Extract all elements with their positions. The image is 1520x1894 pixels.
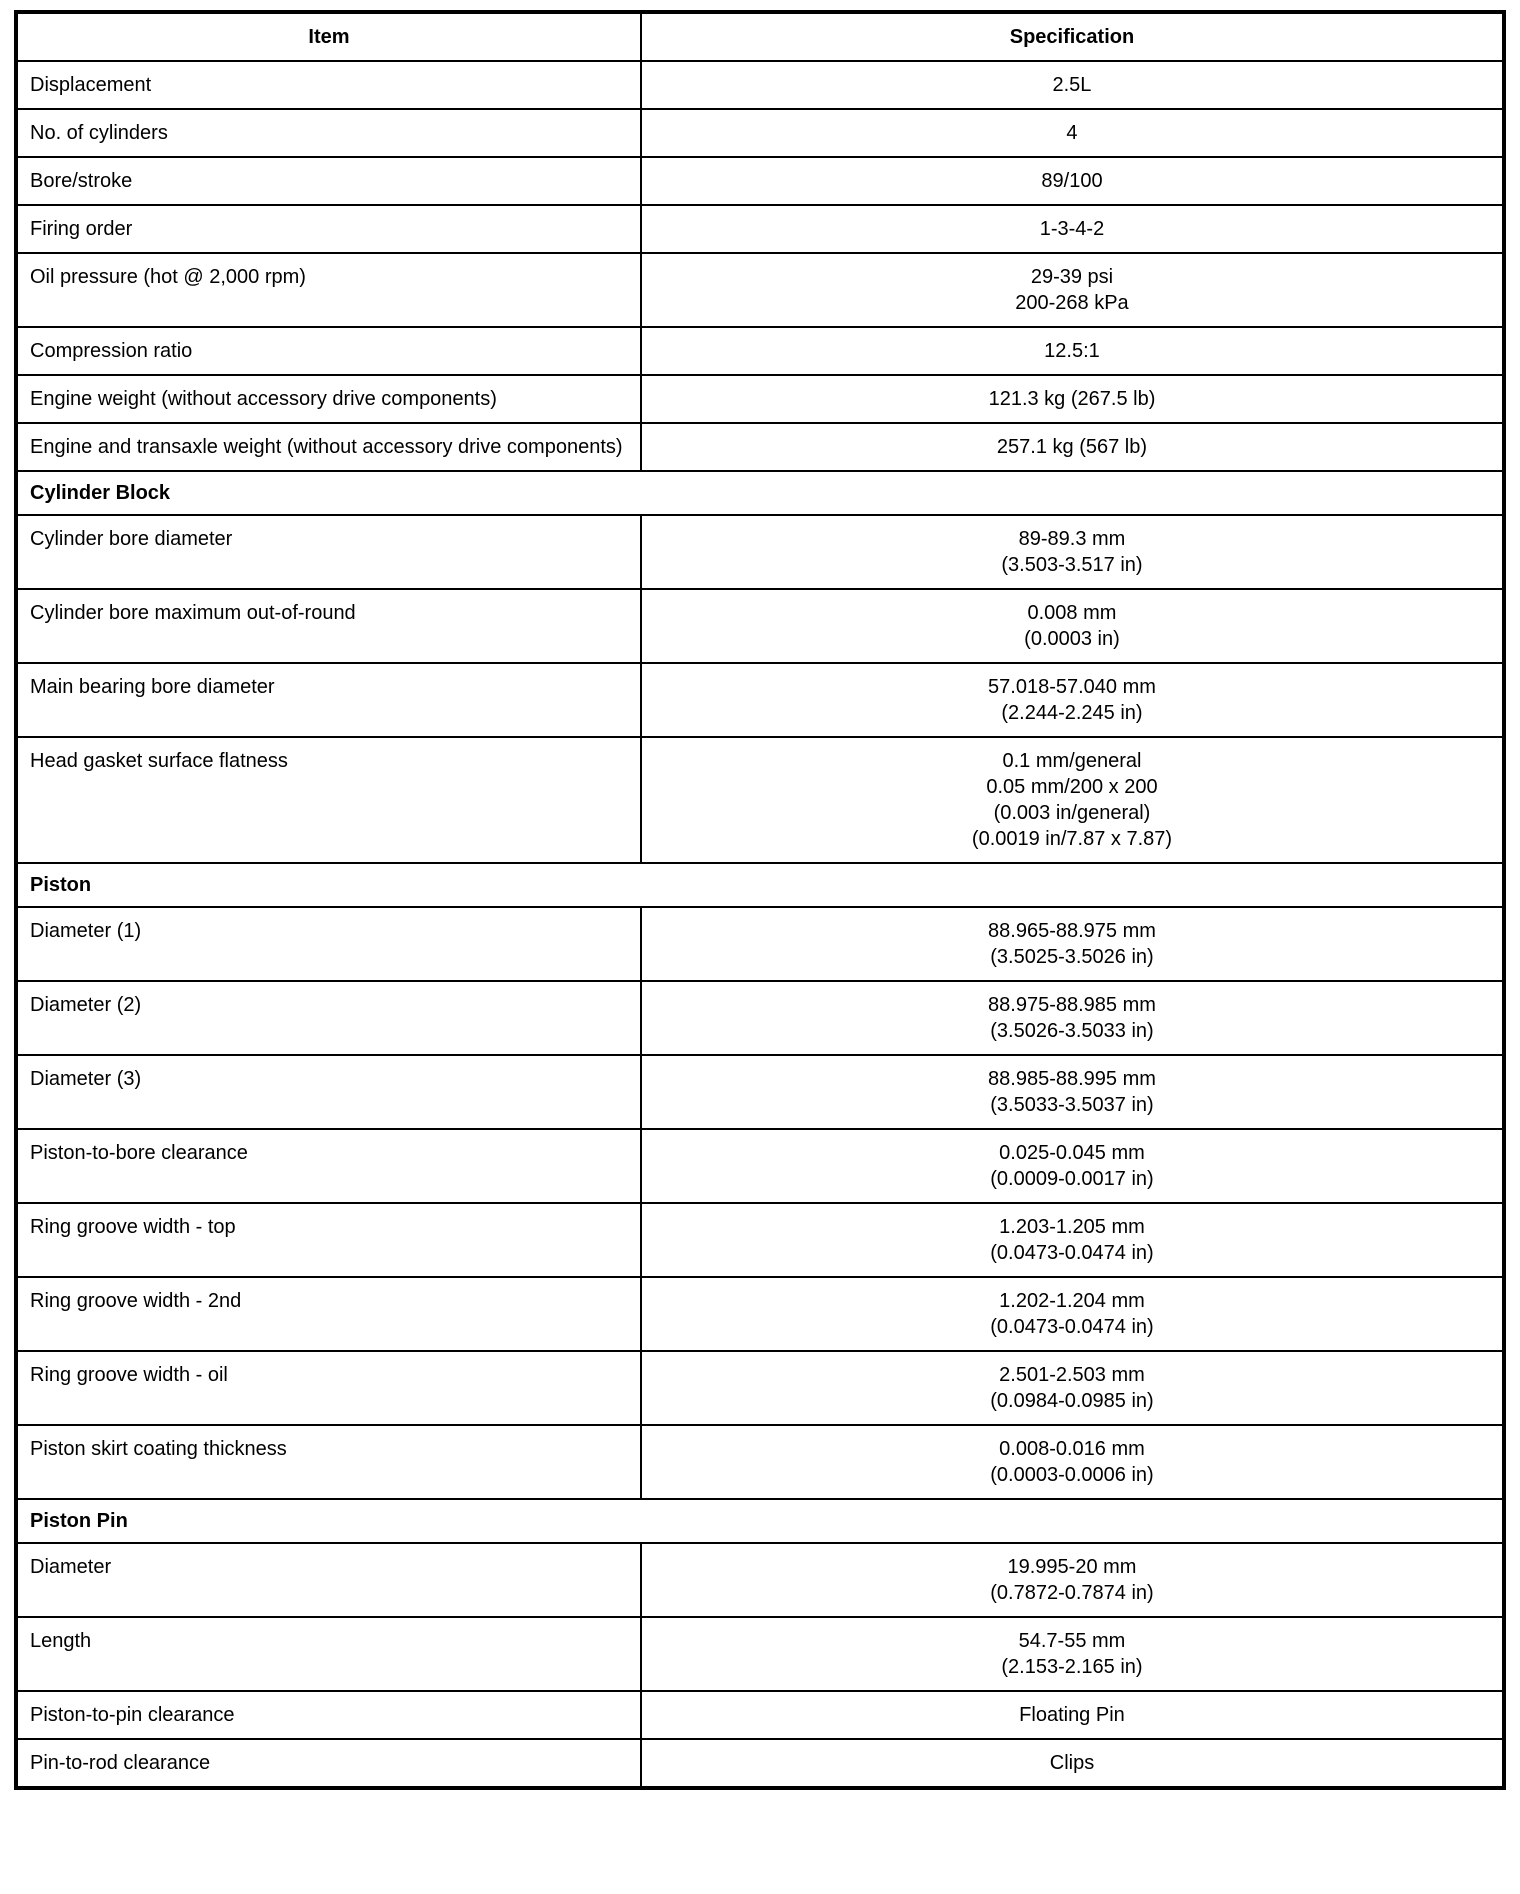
spec-line: 1.203-1.205 mm [999, 1216, 1145, 1238]
table-row [16, 1691, 1504, 1739]
table-row [16, 1055, 1504, 1129]
table-row [16, 663, 1504, 737]
spec-line: 0.008-0.016 mm [999, 1438, 1145, 1460]
table-body [16, 61, 1504, 1788]
item-cell: Head gasket surface flatness [16, 737, 641, 863]
section-row [16, 471, 1504, 515]
spec-line: (2.153-2.165 in) [1001, 1656, 1143, 1678]
table-row [16, 327, 1504, 375]
spec-cell [641, 423, 1504, 471]
table-row [16, 1203, 1504, 1277]
spec-line: 2.5L [1052, 74, 1092, 96]
table-row [16, 1351, 1504, 1425]
spec-cell [641, 205, 1504, 253]
spec-line: 88.965-88.975 mm [988, 920, 1156, 942]
spec-cell [641, 515, 1504, 589]
item-cell: Engine weight (without accessory drive components) [16, 375, 641, 423]
item-cell: Ring groove width - 2nd [16, 1277, 641, 1351]
item-cell: Diameter [16, 1543, 641, 1617]
item-cell: Diameter (2) [16, 981, 641, 1055]
item-cell: Piston-to-bore clearance [16, 1129, 641, 1203]
table-row [16, 1543, 1504, 1617]
table-row [16, 157, 1504, 205]
table-row [16, 981, 1504, 1055]
section-header: Piston [16, 863, 1504, 907]
spec-line: Floating Pin [1019, 1704, 1125, 1726]
item-cell: Main bearing bore diameter [16, 663, 641, 737]
spec-cell [641, 981, 1504, 1055]
spec-line: 257.1 kg (567 lb) [996, 436, 1148, 458]
spec-line: (0.7872-0.7874 in) [990, 1582, 1154, 1604]
item-cell: Piston skirt coating thickness [16, 1425, 641, 1499]
section-header: Cylinder Block [16, 471, 1504, 515]
item-cell: Ring groove width - oil [16, 1351, 641, 1425]
table-row [16, 109, 1504, 157]
spec-cell [641, 1691, 1504, 1739]
table-row [16, 1617, 1504, 1691]
item-cell: Cylinder bore diameter [16, 515, 641, 589]
spec-line: 121.3 kg (267.5 lb) [988, 388, 1156, 410]
table-row [16, 61, 1504, 109]
spec-cell [641, 1129, 1504, 1203]
spec-cell [641, 1203, 1504, 1277]
spec-cell [641, 1425, 1504, 1499]
spec-cell [641, 907, 1504, 981]
item-cell: Oil pressure (hot @ 2,000 rpm) [16, 253, 641, 327]
spec-cell [641, 737, 1504, 863]
spec-line: (0.0009-0.0017 in) [990, 1168, 1154, 1190]
engine-specifications-table [14, 10, 1506, 1790]
table-row [16, 1739, 1504, 1788]
table-row [16, 1277, 1504, 1351]
table-row [16, 1129, 1504, 1203]
spec-cell [641, 1277, 1504, 1351]
item-cell: Diameter (3) [16, 1055, 641, 1129]
item-cell: No. of cylinders [16, 109, 641, 157]
item-cell: Displacement [16, 61, 641, 109]
table-row [16, 423, 1504, 471]
spec-cell [641, 1055, 1504, 1129]
spec-line: (3.5026-3.5033 in) [990, 1020, 1154, 1042]
spec-cell [641, 663, 1504, 737]
spec-line: 19.995-20 mm [1007, 1556, 1137, 1578]
column-header-specification: Specification [641, 12, 1504, 61]
item-cell: Ring groove width - top [16, 1203, 641, 1277]
item-cell: Length [16, 1617, 641, 1691]
spec-cell [641, 1351, 1504, 1425]
item-cell: Cylinder bore maximum out-of-round [16, 589, 641, 663]
section-row [16, 1499, 1504, 1543]
spec-line: (0.0473-0.0474 in) [990, 1242, 1154, 1264]
spec-line: 89/100 [1041, 170, 1103, 192]
spec-line: (3.503-3.517 in) [1001, 554, 1143, 576]
table-row [16, 253, 1504, 327]
spec-cell [641, 1617, 1504, 1691]
table-row [16, 375, 1504, 423]
spec-cell [641, 253, 1504, 327]
item-cell: Pin-to-rod clearance [16, 1739, 641, 1788]
table-header-row [16, 12, 1504, 61]
spec-line: 12.5:1 [1044, 340, 1100, 362]
spec-cell [641, 375, 1504, 423]
column-header-item: Item [16, 12, 641, 61]
spec-cell [641, 327, 1504, 375]
spec-line: (3.5033-3.5037 in) [990, 1094, 1154, 1116]
spec-line: (3.5025-3.5026 in) [990, 946, 1154, 968]
spec-line: (0.0003 in) [1024, 628, 1120, 650]
spec-line: 0.05 mm/200 x 200 [986, 776, 1158, 798]
spec-cell [641, 1739, 1504, 1788]
item-cell: Compression ratio [16, 327, 641, 375]
table-row [16, 1425, 1504, 1499]
spec-line: (2.244-2.245 in) [1001, 702, 1143, 724]
spec-line: (0.0984-0.0985 in) [990, 1390, 1154, 1412]
spec-line: 1-3-4-2 [1039, 218, 1105, 240]
spec-line: 0.008 mm [1027, 602, 1117, 624]
spec-cell [641, 109, 1504, 157]
spec-line: 29-39 psi [1030, 266, 1114, 288]
spec-line: 54.7-55 mm [1018, 1630, 1126, 1652]
item-cell: Piston-to-pin clearance [16, 1691, 641, 1739]
spec-line: 57.018-57.040 mm [988, 676, 1156, 698]
spec-line: (0.0019 in/7.87 x 7.87) [971, 828, 1173, 850]
spec-line: 4 [1066, 122, 1078, 144]
table-row [16, 205, 1504, 253]
spec-cell [641, 157, 1504, 205]
spec-line: (0.0473-0.0474 in) [990, 1316, 1154, 1338]
spec-line: 1.202-1.204 mm [999, 1290, 1145, 1312]
item-cell: Engine and transaxle weight (without accessory drive components) [16, 423, 641, 471]
item-cell: Bore/stroke [16, 157, 641, 205]
spec-cell [641, 589, 1504, 663]
table-row [16, 907, 1504, 981]
item-cell: Diameter (1) [16, 907, 641, 981]
spec-line: 200-268 kPa [1015, 292, 1129, 314]
spec-line: 0.1 mm/general [1002, 750, 1142, 772]
spec-cell [641, 1543, 1504, 1617]
spec-line: 89-89.3 mm [1018, 528, 1126, 550]
table-row [16, 515, 1504, 589]
spec-line: (0.0003-0.0006 in) [990, 1464, 1154, 1486]
spec-line: 88.975-88.985 mm [988, 994, 1156, 1016]
spec-line: 0.025-0.045 mm [999, 1142, 1145, 1164]
section-row [16, 863, 1504, 907]
spec-line: 2.501-2.503 mm [999, 1364, 1145, 1386]
section-header: Piston Pin [16, 1499, 1504, 1543]
spec-line: 88.985-88.995 mm [988, 1068, 1156, 1090]
item-cell: Firing order [16, 205, 641, 253]
spec-cell [641, 61, 1504, 109]
spec-line: Clips [1049, 1752, 1095, 1774]
table-row [16, 737, 1504, 863]
spec-line: (0.003 in/general) [993, 802, 1151, 824]
table-row [16, 589, 1504, 663]
